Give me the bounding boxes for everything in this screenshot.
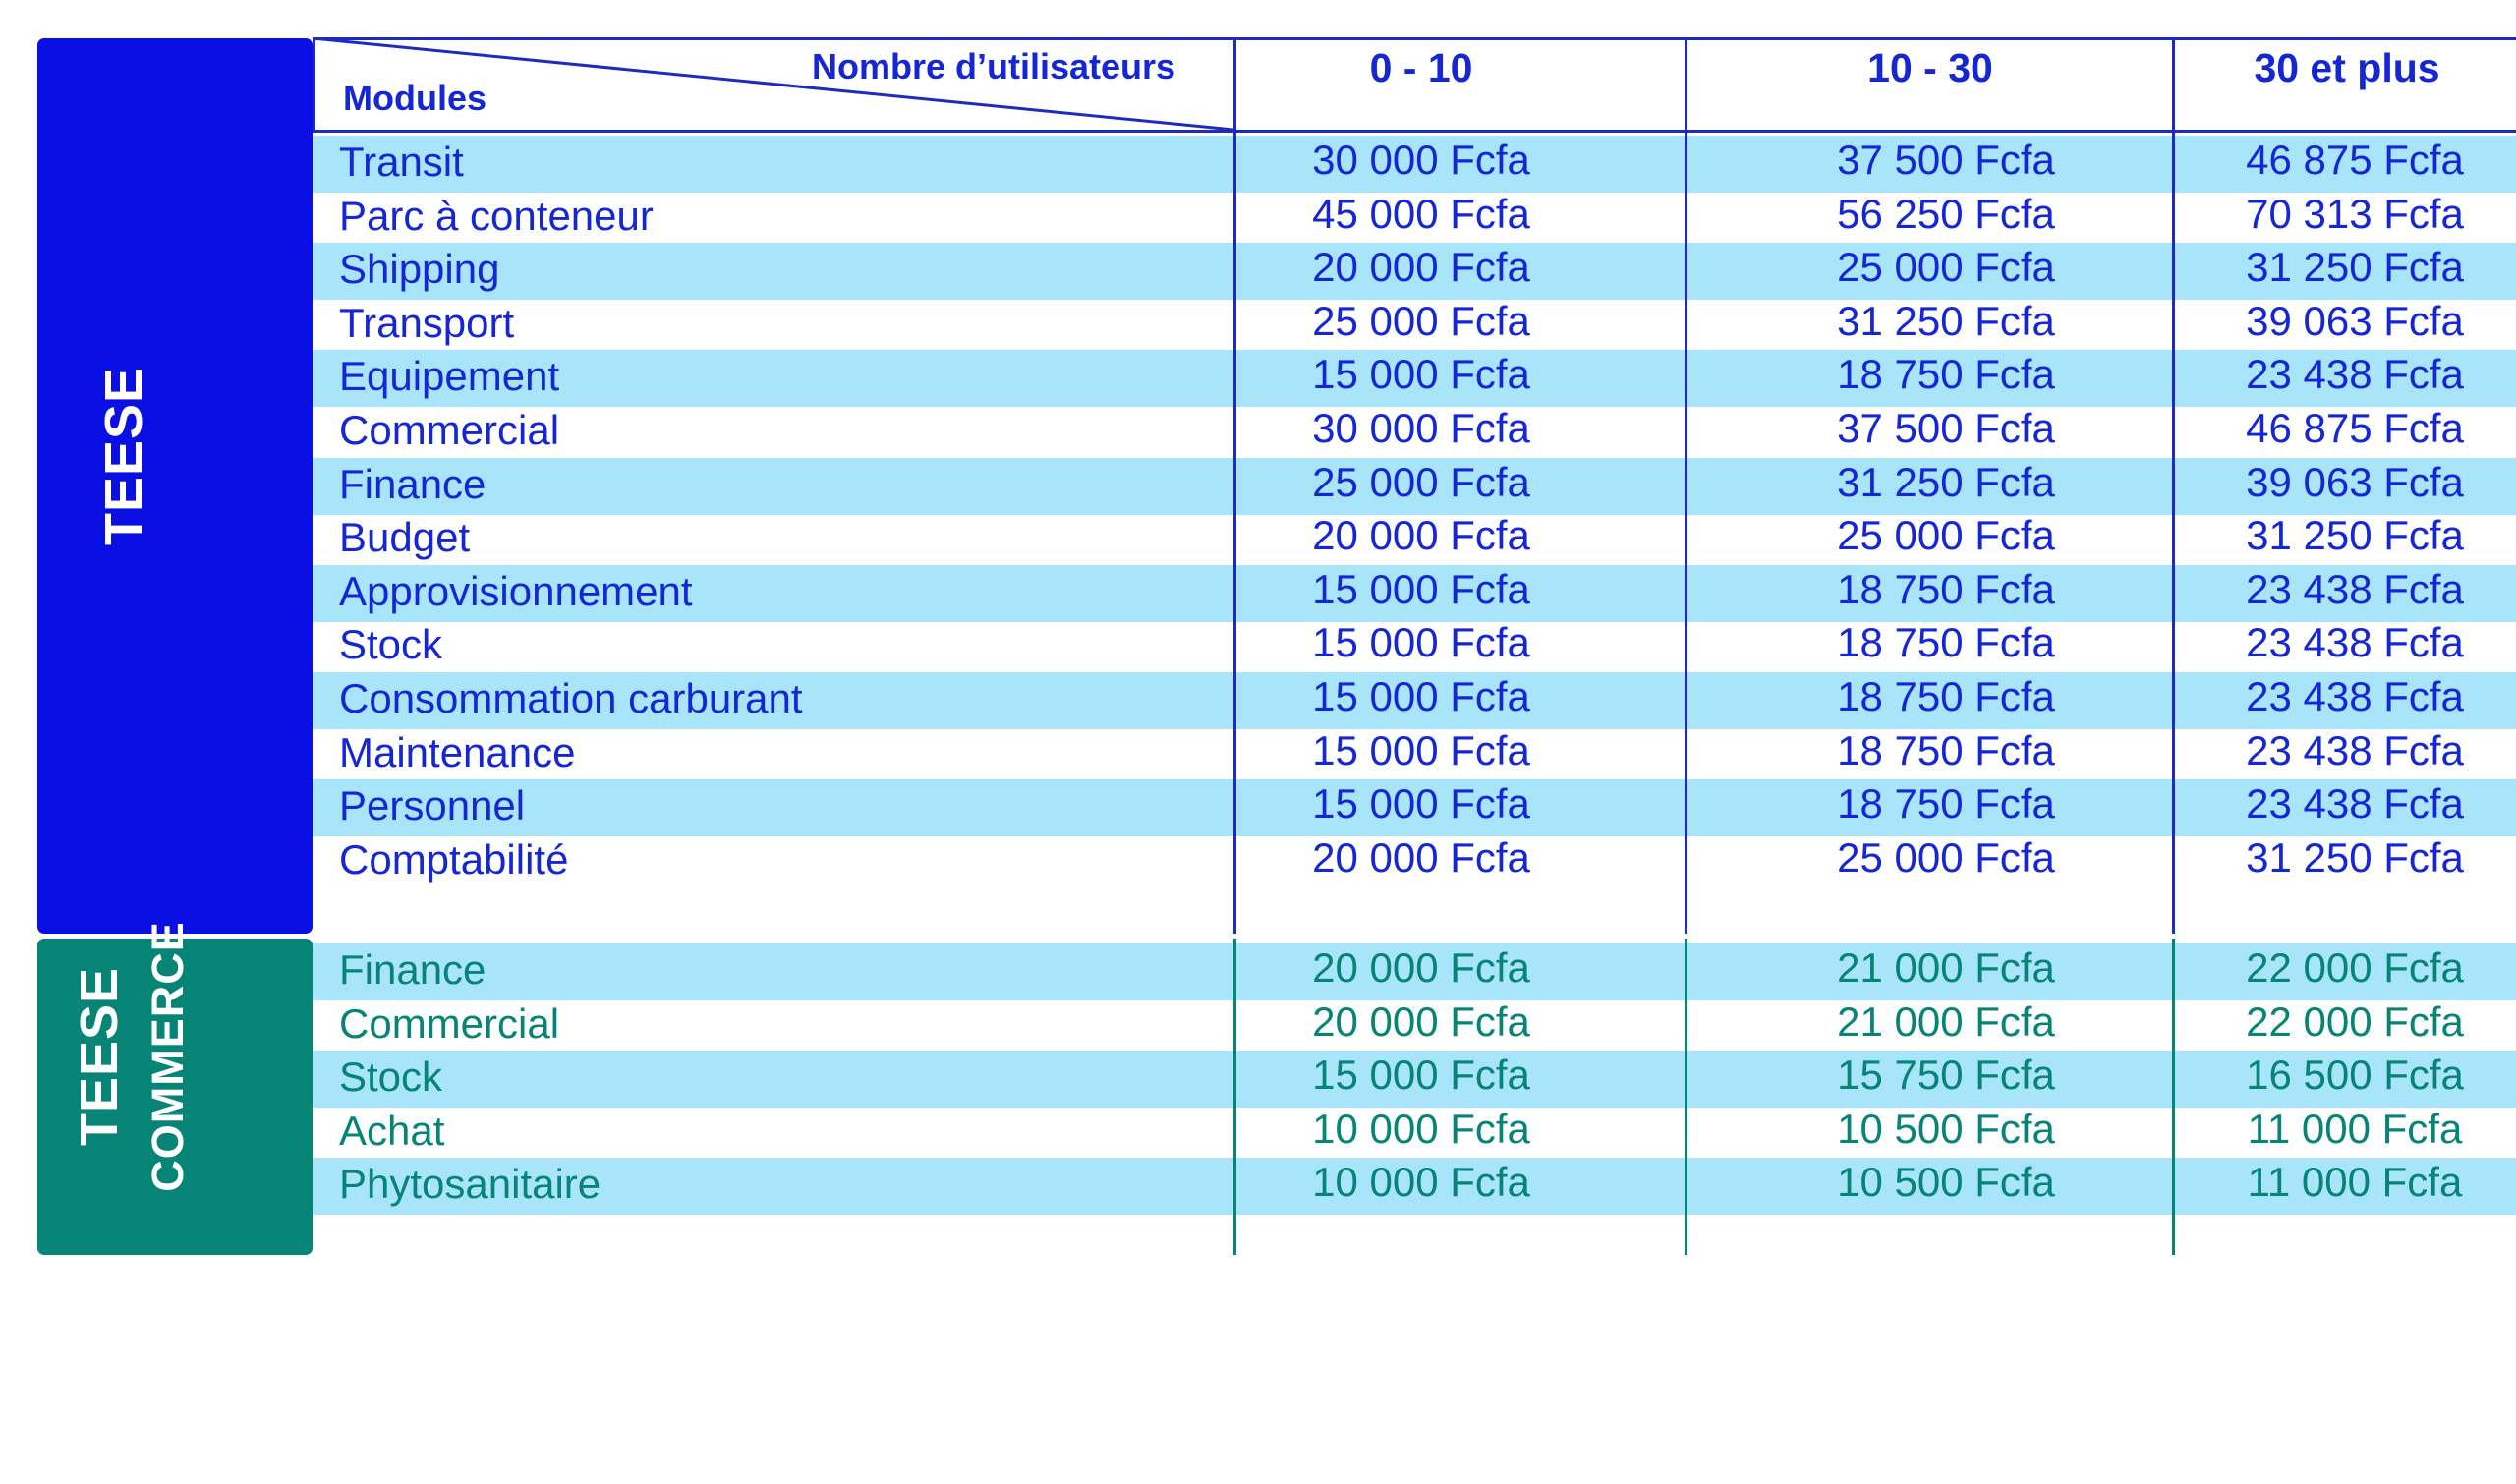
price-cell: 23 438 Fcfa (2246, 726, 2464, 773)
module-name: Stock (339, 1054, 443, 1101)
price-cell: 37 500 Fcfa (1837, 137, 2055, 183)
module-name: Shipping (339, 246, 500, 293)
price-cell: 39 063 Fcfa (2246, 297, 2464, 344)
price-cell: 18 750 Fcfa (1837, 726, 2055, 773)
price-cell: 37 500 Fcfa (1837, 405, 2055, 451)
price-cell: 20 000 Fcfa (1312, 944, 1530, 991)
price-cell: 18 750 Fcfa (1837, 351, 2055, 398)
price-cell: 31 250 Fcfa (2246, 833, 2464, 881)
header-users-label: Nombre d’utilisateurs (812, 46, 1176, 86)
header-modules-label: Modules (343, 78, 487, 118)
price-cell: 15 000 Fcfa (1312, 565, 1530, 612)
price-cell: 46 875 Fcfa (2246, 405, 2464, 451)
module-name: Phytosanitaire (339, 1161, 601, 1208)
module-name: Consommation carburant (339, 675, 803, 721)
module-name: Commercial (339, 999, 560, 1047)
price-cell: 70 313 Fcfa (2246, 190, 2464, 237)
price-cell: 31 250 Fcfa (2246, 244, 2464, 291)
price-cell: 45 000 Fcfa (1312, 190, 1530, 237)
module-name: Finance (339, 946, 486, 993)
column-divider (1685, 38, 1687, 934)
price-cell: 23 438 Fcfa (2246, 780, 2464, 828)
price-cell: 11 000 Fcfa (2247, 1105, 2463, 1152)
price-cell: 31 250 Fcfa (1837, 458, 2055, 505)
header-col-0-10: 0 - 10 (1369, 45, 1473, 90)
price-cell: 23 438 Fcfa (2246, 351, 2464, 398)
price-cell: 20 000 Fcfa (1312, 833, 1530, 881)
module-name: Equipement (339, 353, 560, 400)
price-cell: 15 000 Fcfa (1312, 726, 1530, 773)
price-cell: 10 000 Fcfa (1312, 1159, 1530, 1206)
section-teese-label: TEESE (94, 366, 153, 546)
price-cell: 31 250 Fcfa (2246, 512, 2464, 559)
module-name: Comptabilité (339, 835, 569, 883)
module-name: Personnel (339, 782, 526, 829)
header-col-30-plus: 30 et plus (2254, 45, 2440, 90)
module-name: Stock (339, 621, 443, 668)
price-cell: 16 500 Fcfa (2246, 1052, 2464, 1099)
price-cell: 31 250 Fcfa (1837, 297, 2055, 344)
module-name: Maintenance (339, 728, 576, 775)
module-name: Transport (339, 299, 515, 346)
module-name: Achat (339, 1107, 445, 1154)
header-col-10-30: 10 - 30 (1867, 45, 1993, 90)
price-cell: 22 000 Fcfa (2246, 998, 2464, 1045)
price-cell: 30 000 Fcfa (1312, 405, 1530, 451)
price-cell: 18 750 Fcfa (1837, 565, 2055, 612)
price-cell: 18 750 Fcfa (1837, 619, 2055, 666)
module-name: Finance (339, 460, 486, 507)
price-cell: 25 000 Fcfa (1837, 833, 2055, 881)
price-cell: 15 000 Fcfa (1312, 1052, 1530, 1099)
section-teese-block (37, 38, 313, 934)
price-cell: 23 438 Fcfa (2246, 565, 2464, 612)
price-cell: 18 750 Fcfa (1837, 780, 2055, 828)
price-cell: 11 000 Fcfa (2247, 1159, 2463, 1206)
price-cell: 23 438 Fcfa (2246, 673, 2464, 719)
price-cell: 18 750 Fcfa (1837, 673, 2055, 719)
price-cell: 15 000 Fcfa (1312, 619, 1530, 666)
price-cell: 21 000 Fcfa (1837, 998, 2055, 1045)
price-cell: 10 000 Fcfa (1312, 1105, 1530, 1152)
price-cell: 20 000 Fcfa (1312, 244, 1530, 291)
price-cell: 21 000 Fcfa (1837, 944, 2055, 991)
price-cell: 25 000 Fcfa (1837, 512, 2055, 559)
price-cell: 15 000 Fcfa (1312, 780, 1530, 828)
price-cell: 20 000 Fcfa (1312, 512, 1530, 559)
price-cell: 25 000 Fcfa (1837, 244, 2055, 291)
price-cell: 10 500 Fcfa (1837, 1159, 2055, 1206)
price-cell: 15 000 Fcfa (1312, 351, 1530, 398)
price-cell: 30 000 Fcfa (1312, 137, 1530, 183)
price-cell: 39 063 Fcfa (2246, 458, 2464, 505)
module-name: Approvisionnement (339, 567, 693, 614)
module-name: Parc à conteneur (339, 192, 654, 239)
price-cell: 46 875 Fcfa (2246, 137, 2464, 183)
price-cell: 15 000 Fcfa (1312, 673, 1530, 719)
price-cell: 15 750 Fcfa (1837, 1052, 2055, 1099)
price-cell: 23 438 Fcfa (2246, 619, 2464, 666)
price-cell: 25 000 Fcfa (1312, 458, 1530, 505)
price-cell: 56 250 Fcfa (1837, 190, 2055, 237)
price-cell: 10 500 Fcfa (1837, 1105, 2055, 1152)
price-cell: 25 000 Fcfa (1312, 297, 1530, 344)
section-commerce-sublabel: COMMERCE (143, 921, 193, 1192)
module-name: Commercial (339, 407, 560, 453)
column-divider (1685, 939, 1687, 1255)
price-cell: 22 000 Fcfa (2246, 944, 2464, 991)
module-name: Budget (339, 514, 471, 561)
price-cell: 20 000 Fcfa (1312, 998, 1530, 1045)
module-name: Transit (339, 139, 464, 185)
section-teese-commerce-label: TEESE (70, 966, 129, 1147)
